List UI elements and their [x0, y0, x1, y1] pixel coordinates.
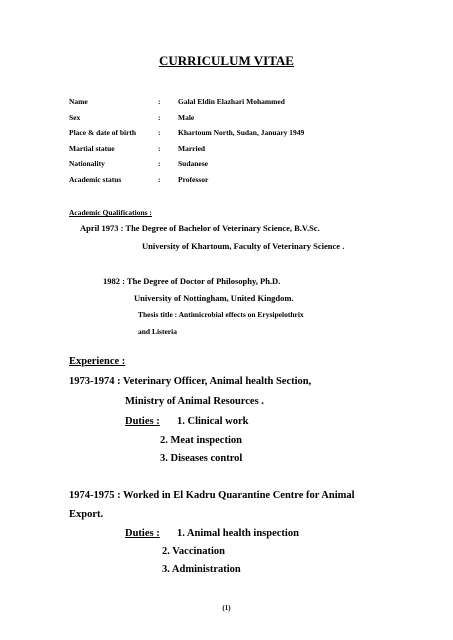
- job1-duty: 2. Meat inspection: [160, 435, 242, 446]
- info-value-marital: Married: [178, 144, 206, 153]
- phd-degree-line: 1982 : The Degree of Doctor of Philosophy, Ph.D.: [103, 276, 281, 286]
- info-colon: :: [158, 128, 161, 137]
- info-colon: :: [158, 97, 161, 106]
- job2-duty: 3. Administration: [162, 564, 241, 575]
- info-value-nationality: Sudanese: [178, 159, 209, 168]
- phd-institution: University of Nottingham, United Kingdom.: [134, 293, 294, 303]
- qualifications-heading: Academic Qualifications :: [69, 208, 152, 217]
- page-title: CURRICULUM VITAE: [159, 53, 294, 68]
- info-colon: :: [158, 159, 161, 168]
- bsc-degree-line: April 1973 : The Degree of Bachelor of Veterinary Science, B.V.Sc.: [80, 223, 320, 233]
- info-value-name: Galal Eldin Elazhari Mohammed: [178, 97, 285, 106]
- job1-employer: Ministry of Animal Resources .: [125, 396, 264, 407]
- thesis-title: Thesis title : Antimicrobial effects on Erysipelothrix: [138, 310, 304, 319]
- info-label-academic: Academic status: [69, 175, 122, 184]
- info-label-name: Name: [69, 97, 88, 106]
- info-colon: :: [158, 144, 161, 153]
- job2-line: 1974-1975 : Worked in El Kadru Quarantine Centre for Animal: [69, 490, 355, 501]
- info-label-nationality: Nationality: [69, 159, 105, 168]
- info-colon: :: [158, 175, 161, 184]
- job1-duty: 1. Clinical work: [177, 416, 249, 427]
- info-label-sex: Sex: [69, 113, 81, 122]
- thesis-title-cont: and Listeria: [138, 327, 177, 336]
- job1-duties-label: Duties :: [125, 416, 160, 427]
- info-label-birth: Place & date of birth: [69, 128, 137, 137]
- experience-heading: Experience :: [69, 356, 126, 367]
- info-value-birth: Khartoum North, Sudan, January 1949: [178, 128, 305, 137]
- info-label-marital: Martial statue: [69, 144, 115, 153]
- job2-duties-label: Duties :: [125, 528, 160, 539]
- job1-line: 1973-1974 : Veterinary Officer, Animal health Section,: [69, 376, 312, 387]
- info-value-academic: Professor: [178, 175, 209, 184]
- job2-line-cont: Export.: [69, 509, 104, 520]
- job2-duty: 1. Animal health inspection: [177, 528, 299, 539]
- bsc-institution: University of Khartoum, Faculty of Veterinary Science .: [142, 241, 345, 251]
- info-value-sex: Male: [178, 113, 195, 122]
- info-colon: :: [158, 113, 161, 122]
- job2-duty: 2. Vaccination: [162, 546, 226, 557]
- page-number: (1): [222, 604, 231, 612]
- job1-duty: 3. Diseases control: [160, 453, 243, 464]
